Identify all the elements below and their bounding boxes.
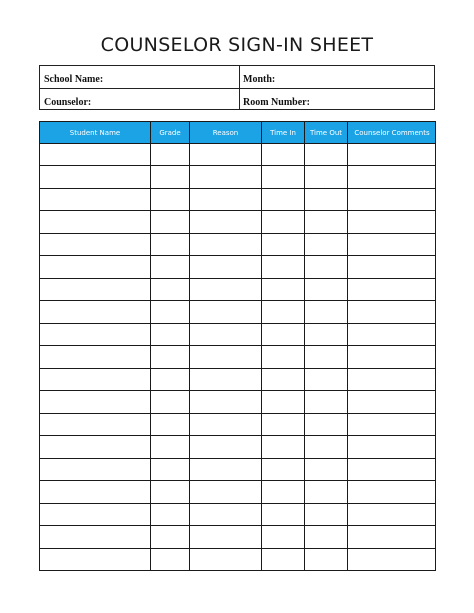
table-cell	[262, 166, 305, 187]
table-row	[40, 481, 435, 503]
table-cell	[151, 279, 190, 300]
table-cell	[305, 346, 348, 367]
table-cell	[190, 234, 262, 255]
table-cell	[262, 549, 305, 571]
table-cell	[40, 166, 151, 187]
table-cell	[151, 414, 190, 435]
table-cell	[262, 279, 305, 300]
table-cell	[305, 189, 348, 210]
table-cell	[40, 549, 151, 571]
table-row	[40, 211, 435, 233]
table-cell	[151, 256, 190, 277]
table-row	[40, 144, 435, 166]
table-row	[40, 436, 435, 458]
table-cell	[40, 459, 151, 480]
table-cell	[151, 234, 190, 255]
table-cell	[40, 346, 151, 367]
table-row	[40, 189, 435, 211]
table-row	[40, 166, 435, 188]
table-cell	[151, 211, 190, 232]
table-cell	[40, 144, 151, 165]
info-box	[39, 65, 435, 110]
table-row	[40, 549, 435, 571]
table-cell	[190, 346, 262, 367]
table-row	[40, 526, 435, 548]
table-cell	[305, 301, 348, 322]
table-cell	[151, 504, 190, 525]
table-cell	[40, 391, 151, 412]
table-cell	[151, 189, 190, 210]
table-cell	[151, 166, 190, 187]
header-grade: Grade	[159, 129, 181, 137]
table-cell	[190, 256, 262, 277]
table-cell	[262, 526, 305, 547]
table-cell	[262, 481, 305, 502]
table-cell	[262, 346, 305, 367]
table-cell	[151, 436, 190, 457]
table-row	[40, 279, 435, 301]
table-cell	[40, 189, 151, 210]
table-cell	[190, 481, 262, 502]
table-cell	[40, 324, 151, 345]
table-cell	[305, 211, 348, 232]
table-cell	[305, 481, 348, 502]
header-counselor-comments: Counselor Comments	[354, 129, 430, 137]
header-time-in: Time In	[270, 129, 296, 137]
sign-in-table	[39, 121, 436, 571]
table-cell	[262, 301, 305, 322]
table-cell	[151, 346, 190, 367]
table-header	[39, 121, 436, 144]
table-cell	[190, 166, 262, 187]
table-row	[40, 459, 435, 481]
room-number-label: Room Number:	[243, 97, 310, 108]
header-student-name: Student Name	[69, 129, 121, 137]
table-cell	[262, 189, 305, 210]
table-row	[40, 391, 435, 413]
table-cell	[190, 414, 262, 435]
table-cell	[40, 436, 151, 457]
table-body	[39, 144, 436, 571]
table-row	[40, 346, 435, 368]
table-cell	[40, 301, 151, 322]
table-cell	[305, 279, 348, 300]
table-row	[40, 504, 435, 526]
header-reason: Reason	[212, 129, 239, 137]
month-label: Month:	[243, 74, 276, 85]
table-cell	[190, 144, 262, 165]
info-divider-horizontal	[40, 88, 434, 89]
table-cell	[305, 414, 348, 435]
table-cell	[262, 234, 305, 255]
table-cell	[151, 481, 190, 502]
table-cell	[190, 211, 262, 232]
table-cell	[262, 256, 305, 277]
table-cell	[151, 324, 190, 345]
table-cell	[262, 211, 305, 232]
table-cell	[190, 369, 262, 390]
table-cell	[262, 504, 305, 525]
table-cell	[151, 369, 190, 390]
table-cell	[40, 481, 151, 502]
school-name-label: School Name:	[44, 74, 104, 85]
table-cell	[305, 234, 348, 255]
table-cell	[190, 459, 262, 480]
table-cell	[40, 526, 151, 547]
table-cell	[151, 144, 190, 165]
table-cell	[262, 391, 305, 412]
table-cell	[262, 436, 305, 457]
counselor-label: Counselor:	[44, 97, 92, 108]
sheet-title: COUNSELOR SIGN-IN SHEET	[100, 34, 374, 56]
table-cell	[151, 459, 190, 480]
table-cell	[190, 391, 262, 412]
table-cell	[40, 279, 151, 300]
table-cell	[190, 324, 262, 345]
table-cell	[305, 369, 348, 390]
table-row	[40, 301, 435, 323]
table-cell	[190, 189, 262, 210]
table-cell	[40, 234, 151, 255]
table-cell	[262, 324, 305, 345]
table-cell	[190, 504, 262, 525]
table-cell	[151, 301, 190, 322]
table-cell	[190, 436, 262, 457]
table-cell	[305, 391, 348, 412]
table-row	[40, 369, 435, 391]
table-cell	[262, 369, 305, 390]
table-row	[40, 256, 435, 278]
table-cell	[190, 279, 262, 300]
table-cell	[190, 549, 262, 571]
table-cell	[305, 549, 348, 571]
table-cell	[305, 324, 348, 345]
table-cell	[40, 414, 151, 435]
header-time-out: Time Out	[309, 129, 343, 137]
table-cell	[40, 504, 151, 525]
table-cell	[151, 391, 190, 412]
table-cell	[151, 549, 190, 571]
table-cell	[40, 369, 151, 390]
table-row	[40, 324, 435, 346]
table-cell	[262, 144, 305, 165]
table-cell	[305, 459, 348, 480]
table-cell	[305, 504, 348, 525]
table-cell	[305, 256, 348, 277]
table-cell	[305, 144, 348, 165]
table-cell	[151, 526, 190, 547]
table-row	[40, 414, 435, 436]
table-cell	[40, 211, 151, 232]
table-cell	[40, 256, 151, 277]
table-cell	[190, 301, 262, 322]
table-row	[40, 234, 435, 256]
table-cell	[190, 526, 262, 547]
table-cell	[262, 459, 305, 480]
table-cell	[305, 166, 348, 187]
table-cell	[262, 414, 305, 435]
table-cell	[305, 526, 348, 547]
table-cell	[305, 436, 348, 457]
